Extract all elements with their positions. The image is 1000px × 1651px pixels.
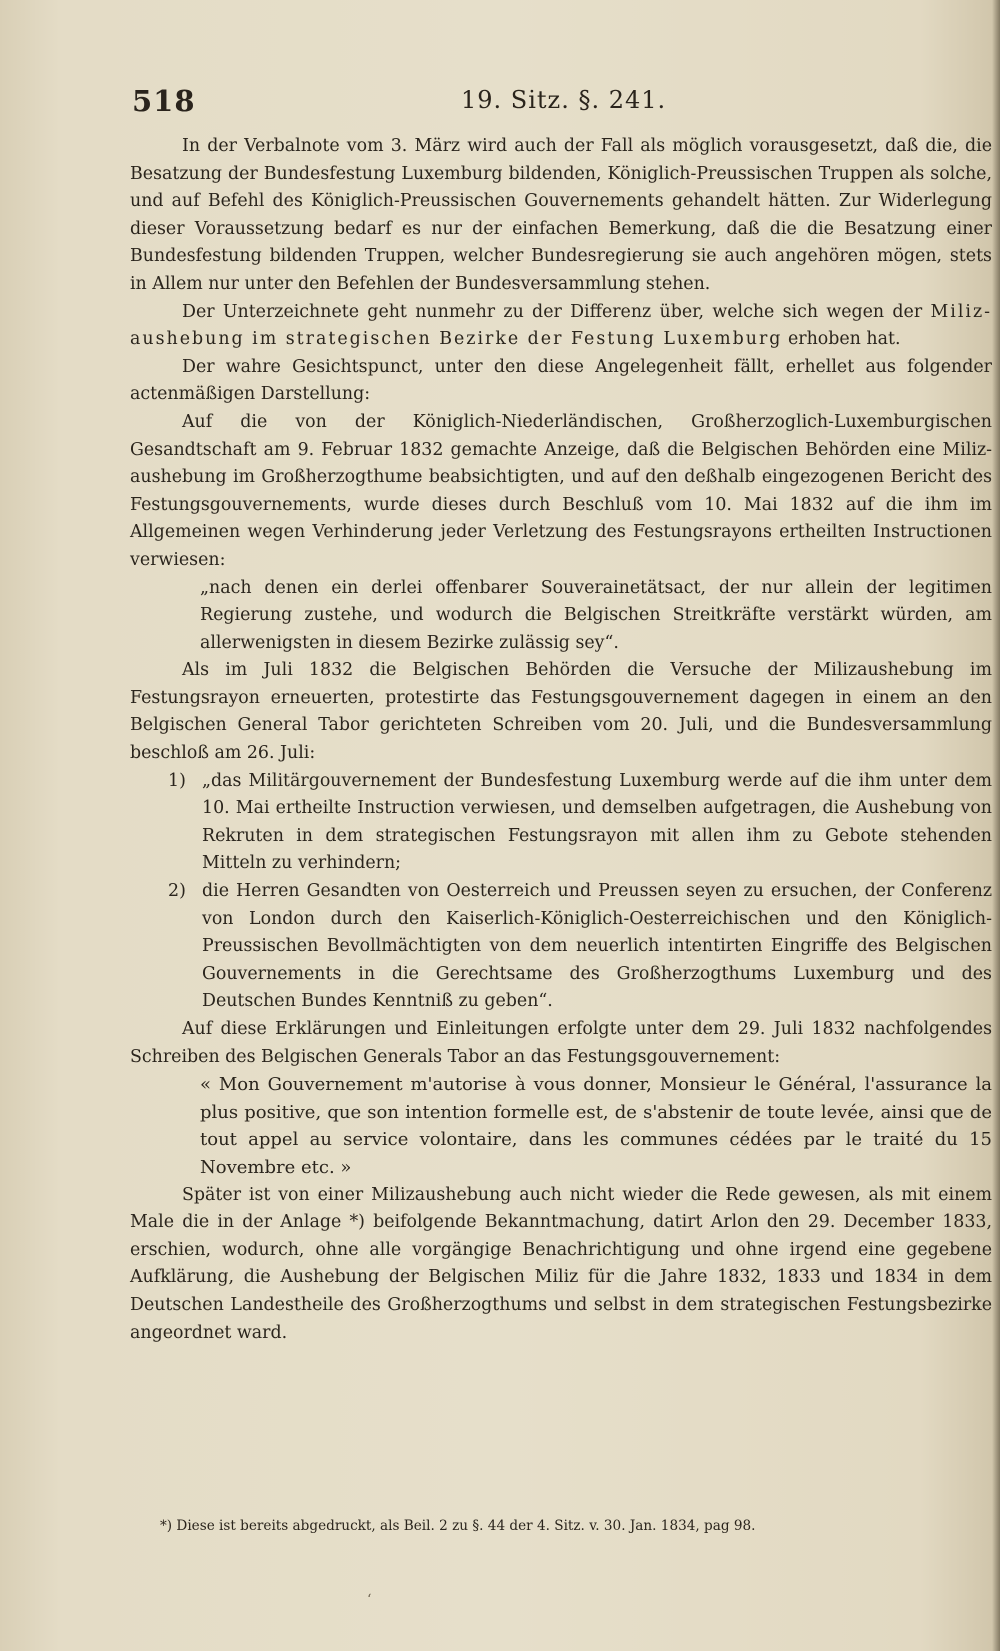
page-edge-shadow: [992, 0, 1000, 1651]
paragraph-text: Der Unterzeichnete geht nunmehr zu der Differenz über, welche sich wegen der: [182, 301, 931, 322]
paragraph-anzeige: Auf die von der Königlich-Niederländischen, Großherzoglich-Luxemburgischen Gesandtschaft am 9. Februar 1832 gemachte Anzeige, daß die Belgischen Behörden eine Miliz-aushebung im Großherzogthume beabsichtigten, und auf den deßhalb eingezogenen Bericht des Festungsgouvernements, wurde dieses durch Beschluß vom 10. Mai 1832 auf die ihm im Allgemeinen wegen Verhinderung jeder Verletzung des Festungsrayons ertheilten Instructionen verwiesen:: [130, 411, 992, 570]
numbered-item-1: [130, 768, 992, 878]
paragraph-spaeter: Später ist von einer Milizaushebung auch nicht wieder die Rede gewesen, als mit einem Male die in der Anlage *) beifolgende Bekanntmachung, datirt Arlon den 29. December 1833, erschien, wodurch, ohne alle vorgängige Benachrichtigung und ohne irgend eine gegebene Aufklärung, die Aushebung der Belgischen Miliz für die Jahre 1832, 1833 und 1834 in dem Deutschen Landestheile des Großherzogthums und selbst in dem strategischen Festungsbezirke angeordnet ward.: [130, 1184, 992, 1343]
running-head: 19. Sitz. §. 241.: [461, 86, 667, 114]
paragraph-text: erhoben hat.: [782, 329, 901, 350]
paragraph-erklaerungen: Auf diese Erklärungen und Einleitungen erfolgte unter dem 29. Juli 1832 nachfolgendes Schreiben des Belgischen Generals Tabor an das Festungsgouvernement:: [130, 1019, 992, 1067]
paragraph-verbalnote: In der Verbalnote vom 3. März wird auch der Fall als möglich vorausgesetzt, daß die, die Besatzung der Bundesfestung Luxemburg bildenden, Königlich-Preussischen Truppen als solche, und auf Befehl des Königlich-Preussischen Gouvernements gehandelt hätten. Zur Widerlegung dieser Voraussetzung bedarf es nur der einfachen Bemerkung, daß die die Besatzung einer Bundesfestung bildenden Truppen, welcher Bundesregierung sie auch angehören mögen, stets in Allem nur unter den Befehlen der Bundesversammlung stehen.: [130, 136, 992, 294]
numbered-item-2: [130, 878, 992, 1016]
item-number: 2): [168, 881, 186, 902]
emphasis-text: Miliz-aushebung im strategischen Bezirke der Festung Luxemburg: [130, 301, 992, 350]
item-text: „das Militärgouvernement der Bundesfestung Luxemburg werde auf die ihm unter dem 10. Mai ertheilte Instruction verwiesen, und demselben aufgetragen, die Aushebung von Rekruten in dem strategischen Festungsrayon mit allen ihm zu Gebote stehenden Mitteln zu verhindern;: [202, 770, 992, 874]
footnote: *) Diese ist bereits abgedruckt, als Beil. 2 zu §. 44 der 4. Sitz. v. 30. Jan. 1834, pag 98.: [160, 1518, 756, 1534]
item-text: die Herren Gesandten von Oesterreich und Preussen seyen zu ersuchen, der Conferenz von London durch den Kaiserlich-Königlich-Oesterreichischen und den Königlich-Preussischen Bevollmächtigten von dem neuerlich intentirten Eingriffe des Belgischen Gouvernements in die Gerechtsame des Großherzogthums Luxemburg und des Deutschen Bundes Kenntniß zu geben“.: [202, 881, 992, 1012]
page-header: [132, 84, 994, 124]
page-number: 518: [132, 84, 196, 118]
stray-ink-mark: ‘: [367, 1592, 372, 1608]
french-quotation: « Mon Gouvernement m'autorise à vous donner, Monsieur le Général, l'assurance la plus positive, que son intention formelle est, de s'abstenir de toute levée, ainsi que de tout appel au service volontaire, dans les communes cédées par le traité du 15 Novembre etc. »: [200, 1074, 992, 1178]
quoted-instruction: „nach denen ein derlei offenbarer Souverainetätsact, der nur allein der legitimen Regierung zustehe, und wodurch die Belgischen Streitkräfte verstärkt würden, am allerwenigsten in diesem Bezirke zulässig sey“.: [200, 577, 992, 653]
paragraph-gesichtspunct: Der wahre Gesichtspunct, unter den diese Angelegenheit fällt, erhellet aus folgender actenmäßigen Darstellung:: [130, 356, 992, 405]
item-number: 1): [168, 770, 186, 791]
body-text: [130, 133, 992, 1347]
paragraph-juli-1832: Als im Juli 1832 die Belgischen Behörden die Versuche der Milizaushebung im Festungsrayon erneuerten, protestirte das Festungsgouvernement dagegen in einem an den Belgischen General Tabor gerichteten Schreiben vom 20. Juli, und die Bundesversammlung beschloß am 26. Juli:: [130, 660, 992, 764]
paragraph-milizaushebung: [130, 299, 992, 354]
